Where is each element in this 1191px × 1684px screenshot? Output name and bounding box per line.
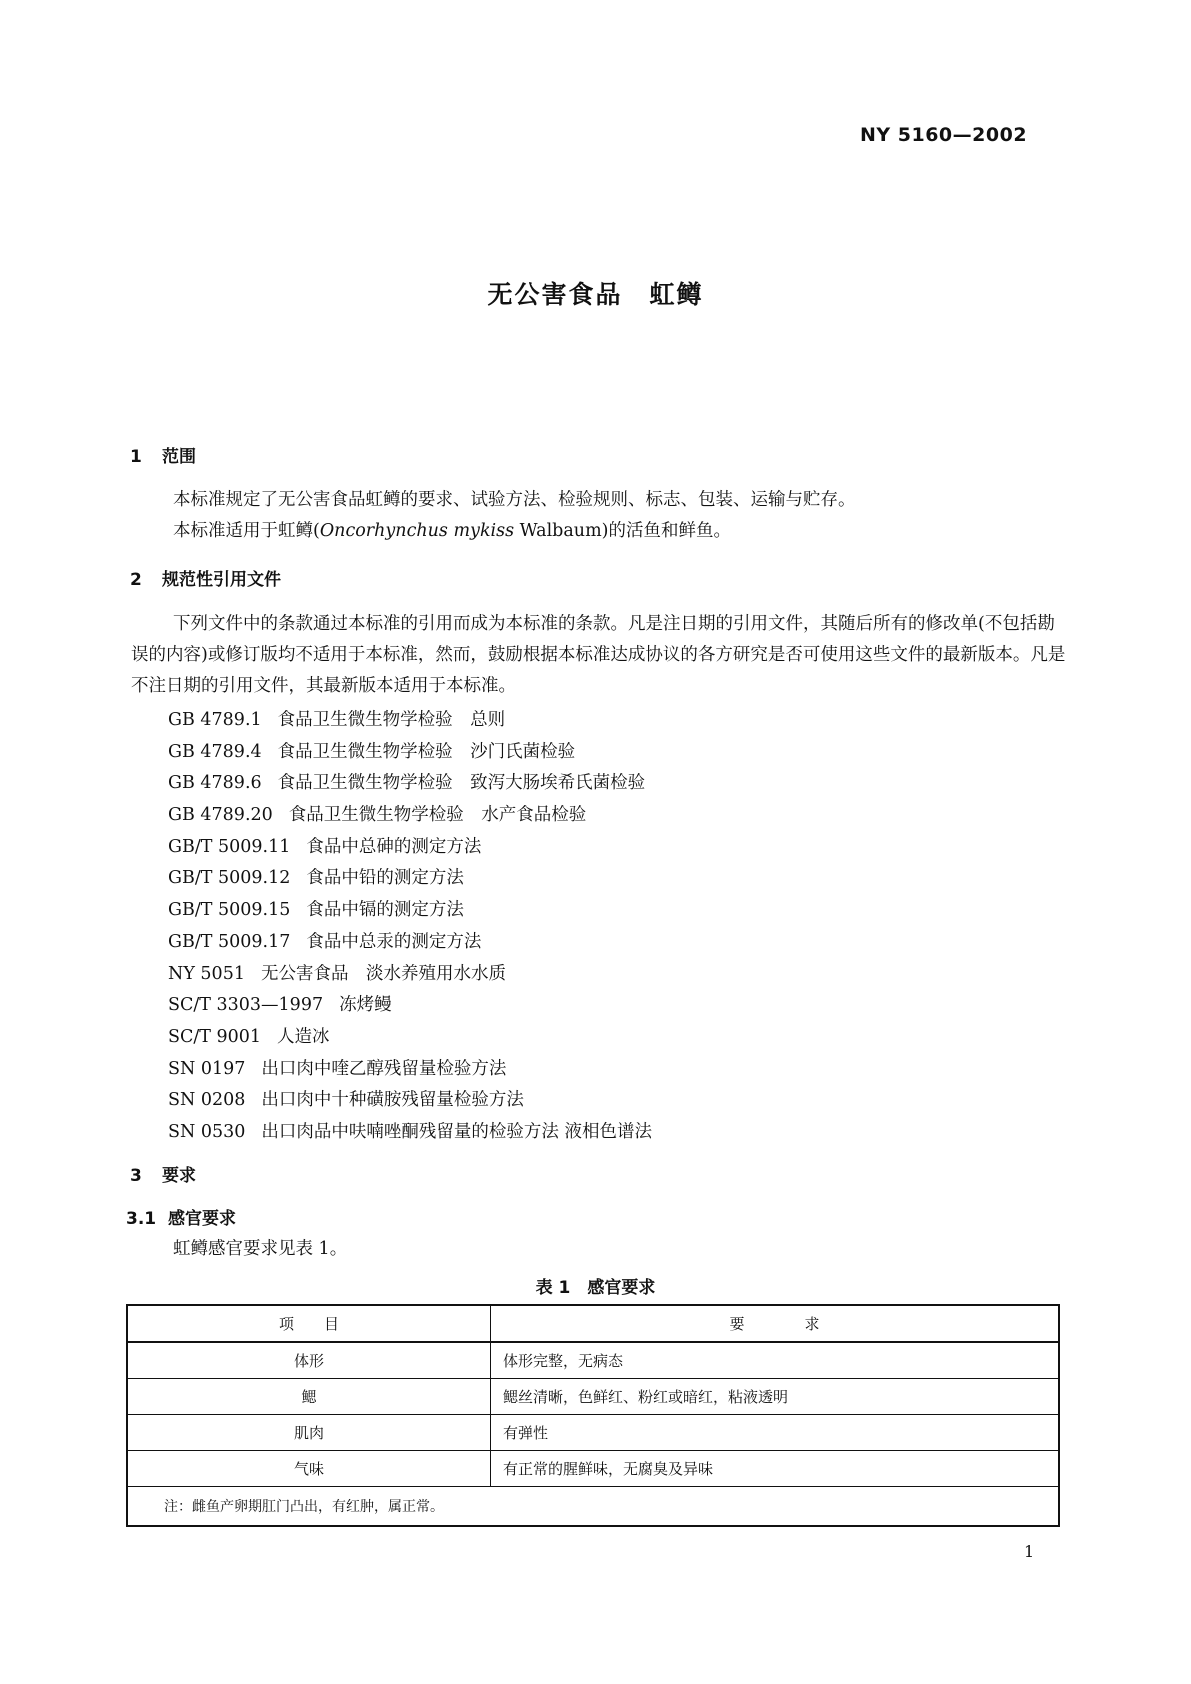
- item-cell: 肌肉: [127, 1415, 491, 1451]
- requirement-cell: 鳃丝清晰，色鲜红、粉红或暗红，粘液透明: [491, 1379, 1060, 1415]
- table-row: [127, 1415, 1059, 1451]
- reference-title: 无公害食品 淡水养殖用水水质: [260, 963, 506, 984]
- section-3-1-heading: [126, 1204, 236, 1229]
- table-row: [127, 1451, 1059, 1487]
- reference-title: 食品中镉的测定方法: [306, 900, 464, 921]
- page-number: 1: [1024, 1542, 1035, 1561]
- scope-text-a: 本标准适用于虹鳟(: [173, 521, 320, 541]
- reference-code: GB/T 5009.15: [168, 900, 291, 921]
- item-cell: 体形: [127, 1342, 491, 1379]
- reference-code: SN 0530: [168, 1121, 246, 1142]
- reference-title: 冻烤鳗: [339, 995, 392, 1016]
- section-number: 2: [130, 570, 142, 590]
- reference-item: [168, 927, 652, 959]
- requirement-cell: 体形完整，无病态: [491, 1342, 1060, 1379]
- section-title: 规范性引用文件: [162, 570, 281, 590]
- section-3-heading: [130, 1161, 196, 1186]
- scope-paragraph-1: 本标准规定了无公害食品虹鳟的要求、试验方法、检验规则、标志、包装、运输与贮存。: [173, 490, 856, 510]
- reference-title: 人造冰: [277, 1026, 330, 1047]
- table-header-row: [127, 1305, 1059, 1342]
- reference-title: 食品卫生微生物学检验 致泻大肠埃希氏菌检验: [277, 773, 646, 794]
- reference-title: 食品中总砷的测定方法: [306, 836, 482, 857]
- reference-list: [168, 705, 652, 1149]
- reference-item: [168, 768, 652, 800]
- reference-item: [168, 863, 652, 895]
- reference-code: GB/T 5009.12: [168, 868, 291, 889]
- column-header-requirement: 要 求: [491, 1305, 1060, 1342]
- reference-code: SC/T 9001: [168, 1026, 262, 1047]
- document-title: 无公害食品 虹鳟: [487, 280, 704, 309]
- sensory-requirements-table: [126, 1304, 1060, 1527]
- section-title: 范围: [162, 447, 196, 467]
- reference-code: GB/T 5009.17: [168, 931, 291, 952]
- reference-code: GB 4789.4: [168, 741, 262, 762]
- reference-title: 出口肉中十种磺胺残留量检验方法: [261, 1090, 524, 1111]
- reference-item: [168, 800, 652, 832]
- reference-code: GB 4789.6: [168, 773, 262, 794]
- reference-item: [168, 1054, 652, 1086]
- reference-title: 食品中总汞的测定方法: [306, 931, 482, 952]
- reference-code: SN 0208: [168, 1090, 246, 1111]
- reference-title: 食品卫生微生物学检验 沙门氏菌检验: [277, 741, 576, 762]
- subsection-number: 3.1: [126, 1209, 157, 1229]
- reference-item: [168, 832, 652, 864]
- reference-title: 食品卫生微生物学检验 总则: [277, 710, 506, 730]
- table-caption: 表 1 感官要求: [535, 1278, 656, 1298]
- species-latin-name: Oncorhynchus mykiss: [319, 521, 515, 541]
- reference-title: 食品卫生微生物学检验 水产食品检验: [288, 805, 587, 826]
- reference-item: [168, 1085, 652, 1117]
- section-number: 3: [130, 1166, 142, 1186]
- section-2-heading: [130, 565, 281, 590]
- reference-title: 食品中铅的测定方法: [306, 868, 464, 889]
- item-cell: 气味: [127, 1451, 491, 1487]
- references-intro: 下列文件中的条款通过本标准的引用而成为本标准的条款。凡是注日期的引用文件，其随后所有的修改单(不包括勘误的内容)或修订版均不适用于本标准，然而，鼓励根据本标准达成协议的各方研究是否可使用这些文件的最新版本。凡是不注日期的引用文件，其最新版本适用于本标准。: [131, 614, 1066, 696]
- reference-code: SN 0197: [168, 1058, 246, 1079]
- section-title: 要求: [162, 1166, 196, 1186]
- table-note-row: [127, 1487, 1059, 1527]
- requirement-cell: 有弹性: [491, 1415, 1060, 1451]
- table-row: [127, 1342, 1059, 1379]
- section-number: 1: [130, 447, 142, 467]
- reference-code: GB 4789.20: [168, 805, 273, 826]
- subsection-title: 感官要求: [168, 1209, 236, 1229]
- reference-item: [168, 737, 652, 769]
- scope-text-b: Walbaum)的活鱼和鲜鱼。: [514, 521, 731, 541]
- table-row: [127, 1379, 1059, 1415]
- reference-item: [168, 990, 652, 1022]
- reference-code: SC/T 3303—1997: [168, 995, 324, 1016]
- reference-code: GB/T 5009.11: [168, 836, 291, 857]
- reference-title: 出口肉中喹乙醇残留量检验方法: [261, 1058, 507, 1079]
- reference-item: [168, 895, 652, 927]
- reference-item: [168, 1022, 652, 1054]
- reference-code: GB 4789.1: [168, 710, 262, 730]
- reference-title: 出口肉品中呋喃唑酮残留量的检验方法 液相色谱法: [261, 1121, 652, 1142]
- reference-item: [168, 705, 652, 737]
- reference-code: NY 5051: [168, 963, 245, 984]
- reference-item: [168, 1117, 652, 1149]
- standard-number: NY 5160—2002: [860, 124, 1028, 146]
- table-note: 注：雌鱼产卵期肛门凸出，有红肿，属正常。: [127, 1487, 1059, 1527]
- column-header-item: 项 目: [127, 1305, 491, 1342]
- scope-paragraph-2: [131, 516, 1067, 547]
- requirement-cell: 有正常的腥鲜味，无腐臭及异味: [491, 1451, 1060, 1487]
- item-cell: 鳃: [127, 1379, 491, 1415]
- sensory-intro: 虹鳟感官要求见表 1。: [173, 1239, 348, 1259]
- reference-item: [168, 959, 652, 991]
- section-1-heading: [130, 442, 196, 467]
